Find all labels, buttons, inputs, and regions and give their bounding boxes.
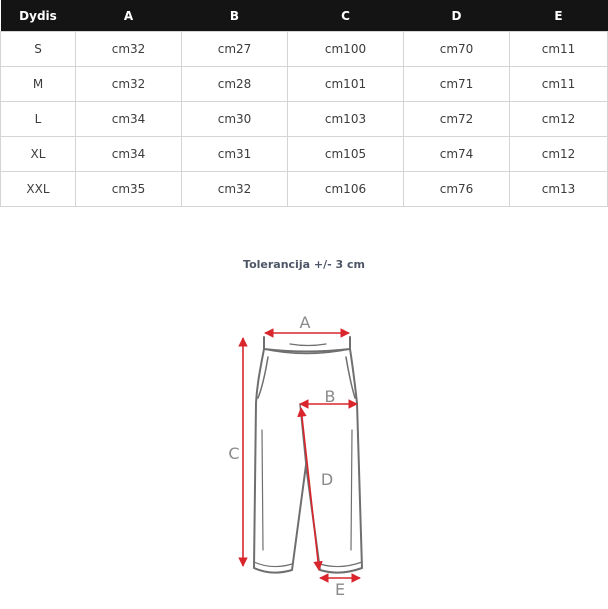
table-cell: cm31 [182,137,288,172]
label-c: C [228,444,240,463]
table-cell: cm27 [182,32,288,67]
header-a: A [76,0,182,32]
table-cell: cm34 [76,137,182,172]
table-cell: cm12 [510,137,608,172]
header-e: E [510,0,608,32]
table-cell: cm34 [76,102,182,137]
table-cell: cm30 [182,102,288,137]
table-cell: cm101 [288,67,404,102]
tolerance-note: Tolerancija +/- 3 cm [243,258,365,271]
table-cell: cm32 [76,67,182,102]
table-cell: cm76 [404,172,510,207]
table-cell: S [1,32,76,67]
table-cell: cm72 [404,102,510,137]
table-row [1,172,608,207]
table-cell: cm11 [510,67,608,102]
header-b: B [182,0,288,32]
header-size: Dydis [1,0,76,32]
table-header-row [1,0,608,32]
label-b: B [324,387,336,406]
header-d: D [404,0,510,32]
table-cell: cm28 [182,67,288,102]
label-e: E [334,580,346,599]
table-cell: M [1,67,76,102]
table-cell: cm11 [510,32,608,67]
table-row [1,32,608,67]
pants-measurement-diagram [0,300,608,600]
table-cell: cm103 [288,102,404,137]
table-cell: cm13 [510,172,608,207]
table-cell: cm70 [404,32,510,67]
table-cell: XXL [1,172,76,207]
table-cell: cm105 [288,137,404,172]
table-row [1,102,608,137]
label-d: D [320,470,334,489]
table-row [1,67,608,102]
table-cell: cm32 [76,32,182,67]
pants-outline-icon [254,337,362,573]
table-cell: L [1,102,76,137]
header-c: C [288,0,404,32]
size-table [0,0,608,207]
table-cell: cm100 [288,32,404,67]
table-cell: cm71 [404,67,510,102]
table-cell: cm35 [76,172,182,207]
label-a: A [299,313,311,332]
table-cell: cm106 [288,172,404,207]
table-cell: cm12 [510,102,608,137]
table-row [1,137,608,172]
table-cell: XL [1,137,76,172]
table-cell: cm32 [182,172,288,207]
table-cell: cm74 [404,137,510,172]
